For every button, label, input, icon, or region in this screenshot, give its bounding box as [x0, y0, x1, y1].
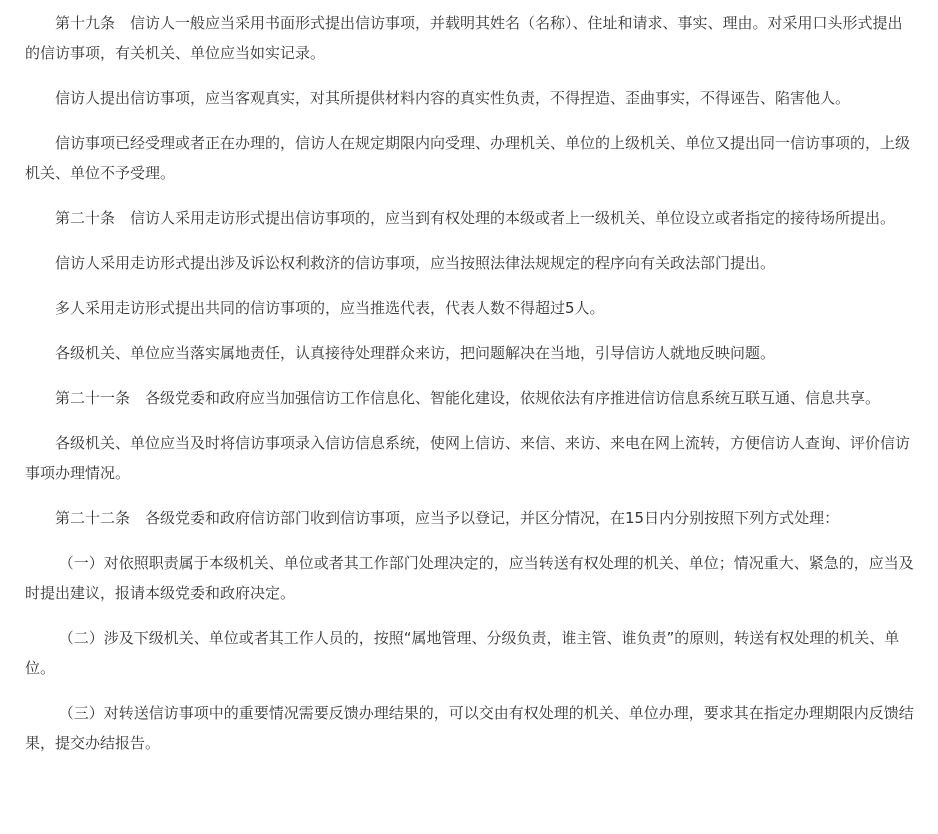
paragraph-truthfulness: 信访人提出信访事项，应当客观真实，对其所提供材料内容的真实性负责，不得捏造、歪曲事实，不得诬告、陷害他人。 [55, 89, 851, 107]
list-item-1: （一）对依照职责属于本级机关、单位或者其工作部门处理决定的，应当转送有权处理的机关、单位；情况重大、紧急的，应当及时提出建议，报请本级党委和政府决定。 [25, 554, 914, 602]
list-item-2: （二）涉及下级机关、单位或者其工作人员的，按照“属地管理、分级负责，谁主管、谁负责”的原则，转送有权处理的机关、单位。 [25, 629, 900, 677]
paragraph-article-19: 第十九条 信访人一般应当采用书面形式提出信访事项，并载明其姓名（名称）、住址和请求、事实、理由。对采用口头形式提出的信访事项，有关机关、单位应当如实记录。 [25, 14, 903, 62]
paragraph-local-responsibility: 各级机关、单位应当落实属地责任，认真接待处理群众来访，把问题解决在当地，引导信访人就地反映问题。 [55, 344, 776, 362]
paragraph-article-20: 第二十条 信访人采用走访形式提出信访事项的，应当到有权处理的本级或者上一级机关、单位设立或者指定的接待场所提出。 [55, 209, 896, 227]
paragraph-litigation-rights: 信访人采用走访形式提出涉及诉讼权利救济的信访事项，应当按照法律法规规定的程序向有关政法部门提出。 [55, 254, 776, 272]
paragraph-representatives: 多人采用走访形式提出共同的信访事项的，应当推选代表，代表人数不得超过5人。 [55, 299, 605, 317]
list-item-3: （三）对转送信访事项中的重要情况需要反馈办理结果的，可以交由有权处理的机关、单位办理，要求其在指定办理期限内反馈结果，提交办结报告。 [25, 704, 914, 752]
paragraph-duplicate-petition: 信访事项已经受理或者正在办理的，信访人在规定期限内向受理、办理机关、单位的上级机关、单位又提出同一信访事项的，上级机关、单位不予受理。 [25, 134, 911, 182]
paragraph-article-21: 第二十一条 各级党委和政府应当加强信访工作信息化、智能化建设，依规依法有序推进信访信息系统互联互通、信息共享。 [55, 389, 881, 407]
paragraph-information-system: 各级机关、单位应当及时将信访事项录入信访信息系统，使网上信访、来信、来访、来电在网上流转，方便信访人查询、评价信访事项办理情况。 [25, 434, 911, 482]
paragraph-article-22: 第二十二条 各级党委和政府信访部门收到信访事项，应当予以登记，并区分情况，在15日内分别按照下列方式处理： [55, 509, 840, 527]
